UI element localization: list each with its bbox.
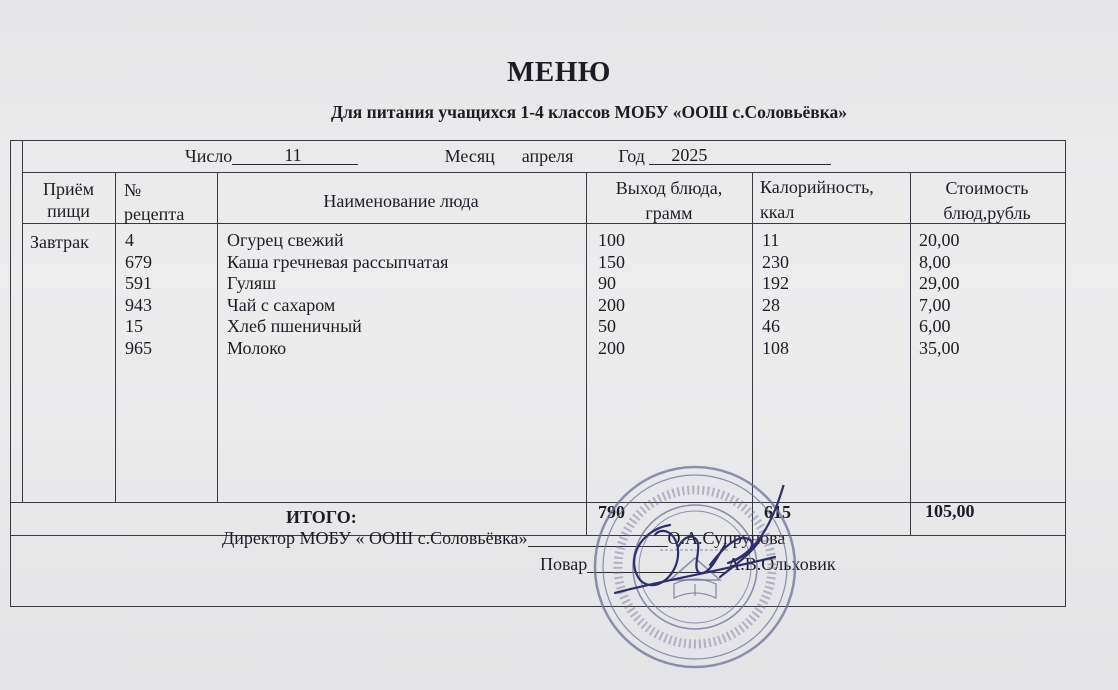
cook-label: Повар <box>540 554 588 574</box>
cost-column <box>919 230 960 359</box>
col-rule-5 <box>910 172 911 535</box>
table-row-recipe: 679 <box>125 251 152 272</box>
table-row-name: Гуляш <box>227 273 277 293</box>
table-row-cost: 8,00 <box>919 251 951 272</box>
table-row-name: Хлеб пшеничный <box>227 316 362 336</box>
day-label: Число <box>185 146 233 166</box>
yield-column <box>598 230 625 359</box>
cook-name: А.В.Ольховик <box>727 554 836 574</box>
director-name: О.А.Супрунова <box>667 528 786 548</box>
page-title: МЕНЮ <box>507 56 611 88</box>
calories-column <box>762 230 789 359</box>
header-recipe: № рецепта <box>124 180 185 224</box>
inner-left-edge <box>22 140 23 502</box>
rule-items-bottom <box>10 502 1066 503</box>
col-rule-1 <box>115 172 116 502</box>
table-row-cost: 35,00 <box>919 337 960 358</box>
month-label: Месяц <box>444 146 495 166</box>
table-row-calories: 192 <box>762 273 789 293</box>
table-row-recipe: 591 <box>125 273 152 293</box>
table-row-name: Огурец свежий <box>227 230 344 250</box>
table-row-name: Каша гречневая рассыпчатая <box>227 251 449 272</box>
table-row-yield: 50 <box>598 316 616 336</box>
col-rule-2 <box>217 172 218 502</box>
signature-icon <box>600 485 800 605</box>
table-row-yield: 150 <box>598 251 625 272</box>
meal-cell: Завтрак <box>30 232 89 252</box>
header-calories: Калорийность, ккал <box>760 177 874 222</box>
totals-cost: 105,00 <box>925 501 975 521</box>
day-value: 11 <box>280 146 305 165</box>
table-row-recipe: 15 <box>125 316 143 336</box>
table-row-yield: 100 <box>598 230 625 250</box>
table-row-calories: 108 <box>762 337 789 358</box>
table-row-yield: 90 <box>598 273 616 293</box>
year-label: Год <box>618 146 645 166</box>
totals-calories: 615 <box>764 502 791 522</box>
table-row-calories: 46 <box>762 316 780 336</box>
recipe-column <box>125 230 152 359</box>
table-row-recipe: 943 <box>125 294 152 315</box>
table-row-name: Чай с сахаром <box>227 294 336 315</box>
table-row-recipe: 4 <box>125 230 134 250</box>
table-row-cost: 20,00 <box>919 230 960 250</box>
header-meal: Приём пищи <box>42 179 94 221</box>
totals-label: ИТОГО: <box>286 507 357 527</box>
col-rule-3 <box>586 172 587 535</box>
month-value: апреля <box>521 146 574 166</box>
table-row-yield: 200 <box>598 294 625 315</box>
table-row-cost: 6,00 <box>919 316 951 336</box>
name-column <box>227 230 448 359</box>
table-row-calories: 230 <box>762 251 789 272</box>
header-dish-name: Наименование люда <box>323 191 479 211</box>
year-value: 2025 <box>667 146 711 165</box>
table-row-name: Молоко <box>227 337 287 358</box>
date-row <box>185 146 831 165</box>
table-row-calories: 28 <box>762 294 780 315</box>
director-label: Директор МОБУ « ООШ с.Соловьёвка» <box>222 528 528 548</box>
totals-yield: 790 <box>598 502 625 522</box>
table-row-cost: 29,00 <box>919 273 960 293</box>
table-row-recipe: 965 <box>125 337 152 358</box>
table-row-yield: 200 <box>598 337 625 358</box>
table-row-cost: 7,00 <box>919 294 951 315</box>
page-subtitle: Для питания учащихся 1-4 классов МОБУ «ООШ с.Соловьёвка» <box>330 102 848 122</box>
header-yield: Выход блюда, грамм <box>615 178 723 223</box>
header-cost: Стоимость блюд,рубль <box>943 178 1031 223</box>
table-row-calories: 11 <box>762 230 780 250</box>
